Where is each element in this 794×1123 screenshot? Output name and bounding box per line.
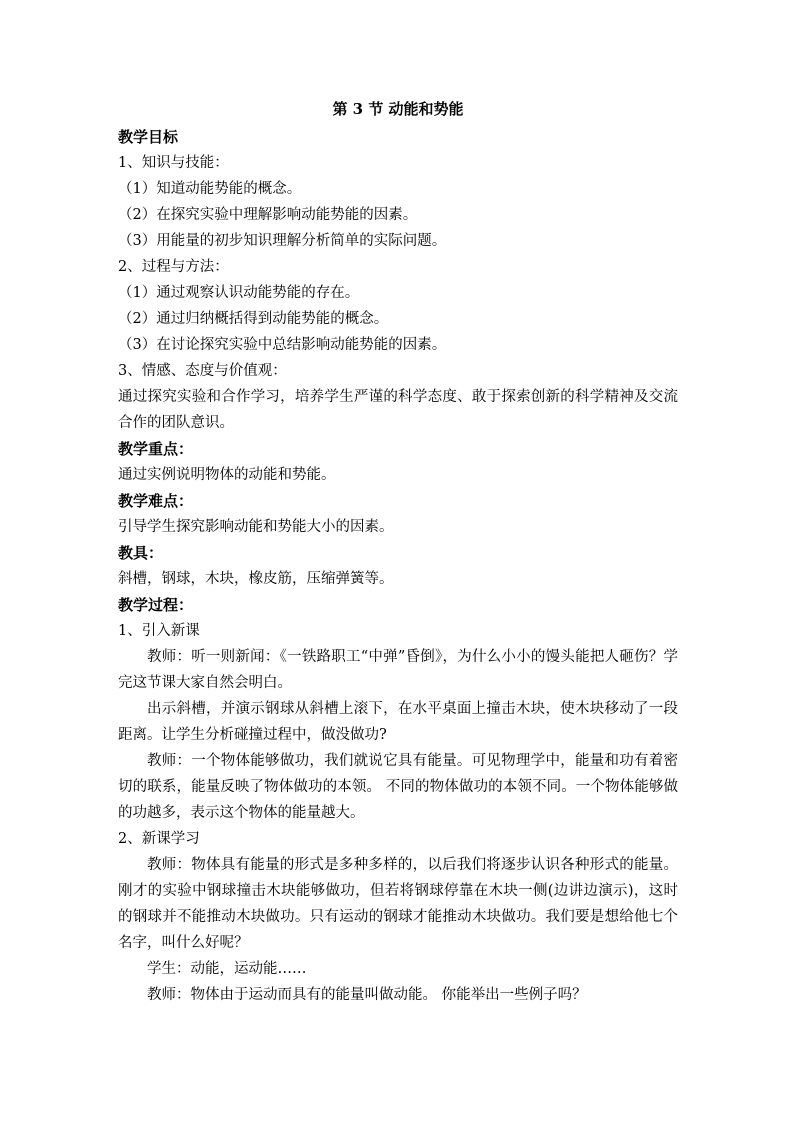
paragraph: 教师：物体由于运动而具有的能量叫做动能。 你能举出一些例子吗？ bbox=[147, 987, 587, 1003]
paragraph: 学生：动能，运动能…… bbox=[147, 961, 307, 977]
document-page bbox=[118, 96, 678, 1008]
paragraph: 教师：物体具有能量的形式是多种多样的，以后我们将逐步认识各种形式的能量。刚才的实验中钢球撞击木块能够做功，但若将钢球停靠在木块一侧(边讲边演示)，这时的钢球并不能推动木块做功。只有运动的钢球才能推动木块做功。我们要是想给他七个名字，叫什么好呢？ bbox=[118, 857, 678, 951]
document-title: 第 3 节 动能和势能 bbox=[332, 100, 464, 118]
attitude-values-text: 通过探究实验和合作学习，培养学生严谨的科学态度、敢于探索创新的科学精神及交流合作的团队意识。 bbox=[118, 389, 678, 431]
tools-heading: 教具： bbox=[118, 544, 164, 562]
section-process-methods: 2、过程与方法： bbox=[118, 259, 229, 275]
section-new-lesson: 2、新课学习 bbox=[118, 831, 200, 847]
list-item: （3）用能量的初步知识理解分析简单的实际问题。 bbox=[118, 233, 447, 249]
list-item: （2）在探究实验中理解影响动能势能的因素。 bbox=[118, 207, 418, 223]
key-point-text: 通过实例说明物体的动能和势能。 bbox=[118, 467, 336, 483]
paragraph: 教师：一个物体能够做功，我们就说它具有能量。可见物理学中，能量和功有着密切的联系，能量反映了物体做功的本领。 不同的物体做功的本领不同。一个物体能够做的功越多，表示这个物体的能量越大。 bbox=[118, 753, 678, 821]
difficult-point-heading: 教学难点： bbox=[118, 492, 194, 510]
list-item: （3）在讨论探究实验中总结影响动能势能的因素。 bbox=[118, 337, 447, 353]
paragraph: 教师：听一则新闻：《一铁路职工“中弹”昏倒》，为什么小小的馒头能把人砸伤？学完这节课大家自然会明白。 bbox=[118, 649, 678, 691]
list-item: （1）通过观察认识动能势能的存在。 bbox=[118, 285, 360, 301]
section-knowledge-skills: 1、知识与技能： bbox=[118, 155, 229, 171]
key-point-heading: 教学重点： bbox=[118, 440, 194, 458]
section-attitude-values: 3、情感、态度与价值观： bbox=[118, 363, 287, 379]
objectives-heading: 教学目标 bbox=[118, 128, 179, 146]
list-item: （2）通过归纳概括得到动能势能的概念。 bbox=[118, 311, 389, 327]
process-heading: 教学过程： bbox=[118, 596, 194, 614]
tools-text: 斜槽，钢球，木块，橡皮筋，压缩弹簧等。 bbox=[118, 571, 394, 587]
list-item: （1）知道动能势能的概念。 bbox=[118, 181, 302, 197]
section-introduction: 1、引入新课 bbox=[118, 623, 200, 639]
difficult-point-text: 引导学生探究影响动能和势能大小的因素。 bbox=[118, 519, 394, 535]
paragraph: 出示斜槽，并演示钢球从斜槽上滚下，在水平桌面上撞击木块，使木块移动了一段距离。让学生分析碰撞过程中，做没做功? bbox=[118, 701, 678, 743]
